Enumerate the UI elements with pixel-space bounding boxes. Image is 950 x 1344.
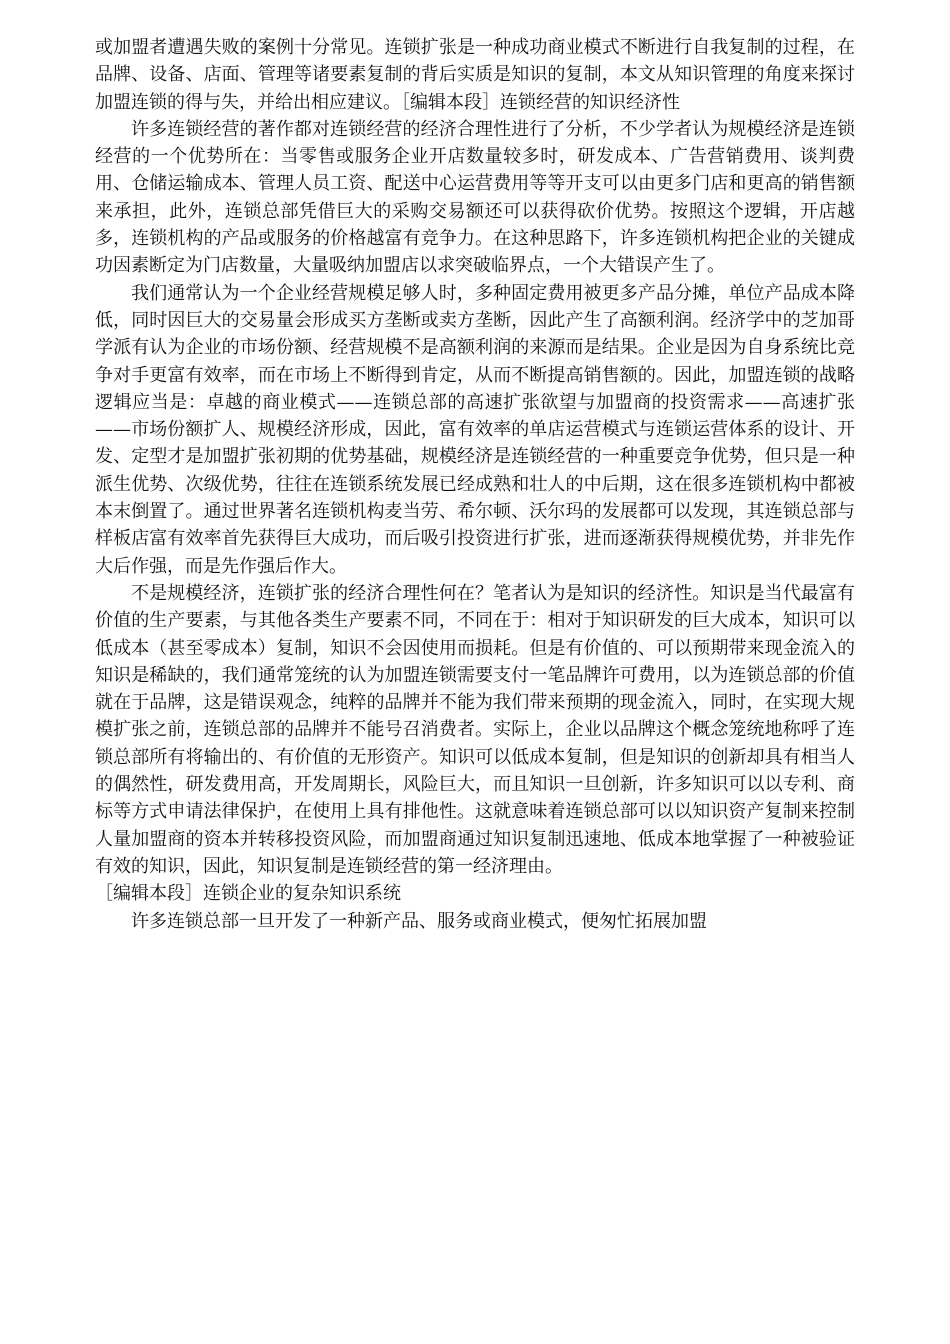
paragraph-scale-economy: 许多连锁经营的著作都对连锁经营的经济合理性进行了分析，不少学者认为规模经济是连锁经营的一个优势所在：当零售或服务企业开店数量较多时，研发成本、广告营销费用、谈判费用、仓储运输成本、管理人员工资、配送中心运营费用等等开支可以由更多门店和更高的销售额来承担，此外，连锁总部凭借巨大的采购交易额还可以获得砍价优势。按照这个逻辑，开店越多，连锁机构的产品或服务的价格越富有竞争力。在这种思路下，许多连锁机构把企业的关键成功因素断定为门店数量，大量吸纳加盟店以求突破临界点，一个大错误产生了。 bbox=[95, 118, 855, 277]
paragraph-knowledge-economy: 不是规模经济，连锁扩张的经济合理性何在？笔者认为是知识的经济性。知识是当代最富有价值的生产要素，与其他各类生产要素不同，不同在于：相对于知识研发的巨大成本，知识可以低成本（甚至零成本）复制，知识不会因使用而损耗。但是有价值的、可以预期带来现金流入的知识是稀缺的，我们通常笼统的认为加盟连锁需要支付一笔品牌许可费用，以为连锁总部的价值就在于品牌，这是错误观念，纯粹的品牌并不能为我们带来预期的现金流入，同时，在实现大规模扩张之前，连锁总部的品牌并不能号召消费者。实际上，企业以品牌这个概念笼统地称呼了连锁总部所有将输出的、有价值的无形资产。知识可以低成本复制，但是知识的创新却具有相当人的偶然性，研发费用高，开发周期长，风险巨大，而且知识一旦创新，许多知识可以以专利、商标等方式申请法律保护，在使用上具有排他性。这就意味着连锁总部可以以知识资产复制来控制人量加盟商的资本并转移投资风险，而加盟商通过知识复制迅速地、低成本地掌握了一种被验证有效的知识，因此，知识复制是连锁经营的第一经济理由。 bbox=[95, 582, 855, 877]
paragraph-chicago-school: 我们通常认为一个企业经营规模足够人时，多种固定费用被更多产品分摊，单位产品成本降低，同时因巨大的交易量会形成买方垄断或卖方垄断，因此产生了高额利润。经济学中的芝加哥学派有认为企业的市场份额、经营规模不是高额利润的来源而是结果。企业是因为自身系统比竞争对手更富有效率，而在市场上不断得到肯定，从而不断提高销售额的。因此，加盟连锁的战略逻辑应当是：卓越的商业模式——连锁总部的高速扩张欲望与加盟商的投资需求——高速扩张——市场份额扩人、规模经济形成，因此，富有效率的单店运营模式与连锁运营体系的设计、开发、定型才是加盟扩张初期的优势基础，规模经济是连锁经营的一种重要竞争优势，但只是一种派生优势、次级优势，往往在连锁系统发展已经成熟和壮人的中后期，这在很多连锁机构中都被本末倒置了。通过世界著名连锁机构麦当劳、希尔顿、沃尔玛的发展都可以发现，其连锁总部与样板店富有效率首先获得巨大成功，而后吸引投资进行扩张，进而逐渐获得规模优势，并非先作大后作强，而是先作强后作大。 bbox=[95, 282, 855, 577]
paragraph-trailing: 许多连锁总部一旦开发了一种新产品、服务或商业模式，便匆忙拓展加盟 bbox=[131, 910, 707, 932]
paragraph-continuation: 或加盟者遭遇失败的案例十分常见。连锁扩张是一种成功商业模式不断进行自我复制的过程，在品牌、设备、店面、管理等诸要素复制的背后实质是知识的复制，本文从知识管理的角度来探讨加盟连锁的得与失，并给出相应建议。［编辑本段］连锁经营的知识经济性 bbox=[95, 37, 855, 113]
document-page bbox=[95, 34, 855, 935]
section-heading: ［编辑本段］连锁企业的复杂知识系统 bbox=[95, 883, 401, 905]
